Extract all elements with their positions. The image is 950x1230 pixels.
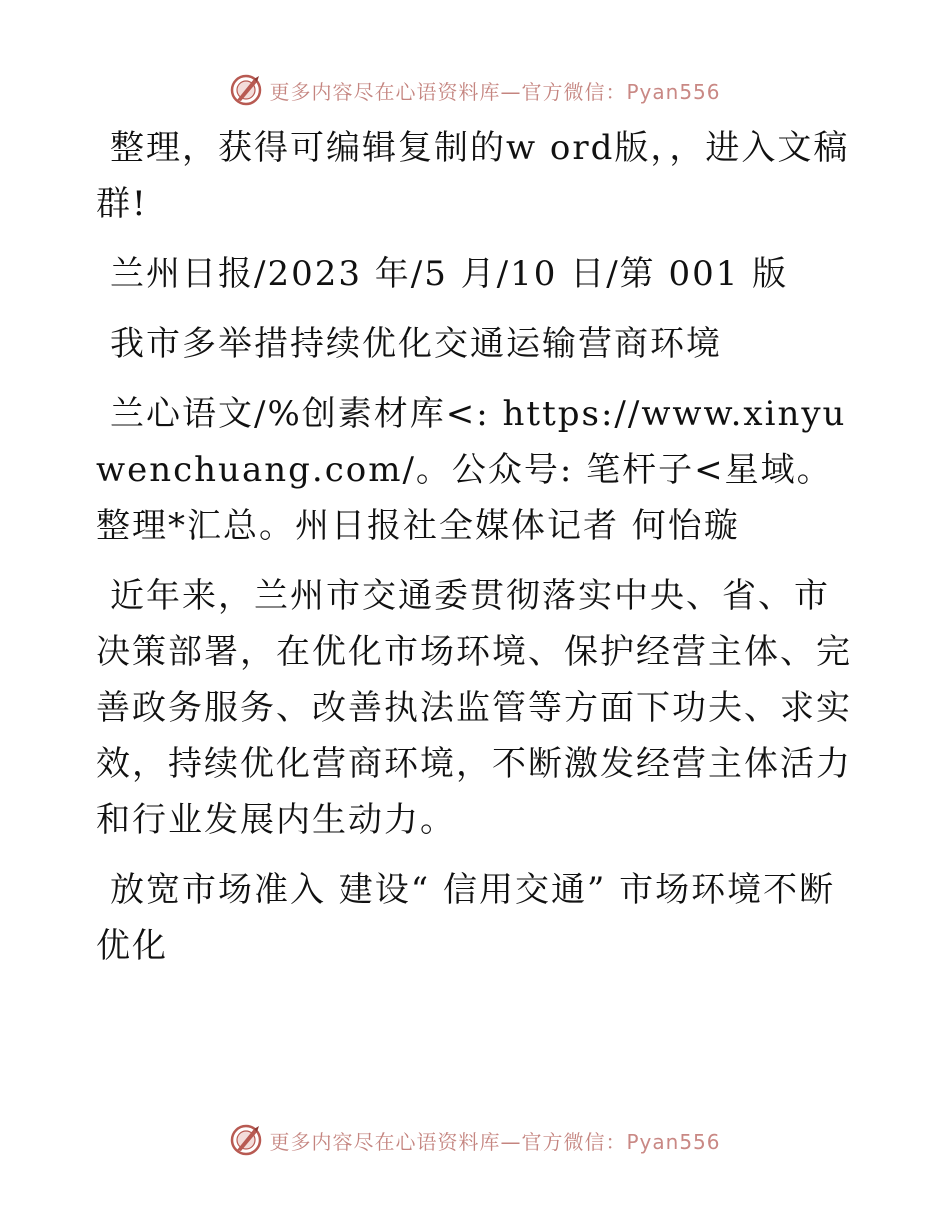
quill-in-circle-icon	[229, 1123, 263, 1157]
paragraph-byline: 兰心语文/%创素材库<: https://www.xinyuwenchuang.com/。公众号: 笔杆子<星域。整理*汇总。州日报社全媒体记者 何怡璇	[96, 394, 847, 546]
footer-watermark	[0, 1120, 950, 1160]
quill-in-circle-icon	[229, 73, 263, 107]
article-body	[96, 120, 856, 988]
paragraph-source-line: 兰州日报/2023 年/5 月/10 日/第 001 版	[110, 254, 789, 294]
paragraph-lead: 近年来，兰州市交通委贯彻落实中央、省、市决策部署，在优化市场环境、保护经营主体、完善政务服务、改善执法监管等方面下功夫、求实效，持续优化营商环境，不断激发经营主体活力和行业发展内生动力。	[96, 576, 852, 840]
paragraph-intro: 整理，获得可编辑复制的w ord版，，进入文稿群!	[96, 128, 850, 224]
header-watermark	[0, 70, 950, 110]
watermark-text: 更多内容尽在心语资料库—官方微信：Pyan556	[269, 79, 721, 104]
watermark-text: 更多内容尽在心语资料库—官方微信：Pyan556	[269, 1129, 721, 1154]
section-heading: 放宽市场准入 建设“ 信用交通” 市场环境不断优化	[96, 870, 836, 966]
watermark-handle: Pyan556	[626, 79, 721, 104]
article-headline: 我市多举措持续优化交通运输营商环境	[110, 324, 722, 364]
watermark-handle: Pyan556	[626, 1129, 721, 1154]
